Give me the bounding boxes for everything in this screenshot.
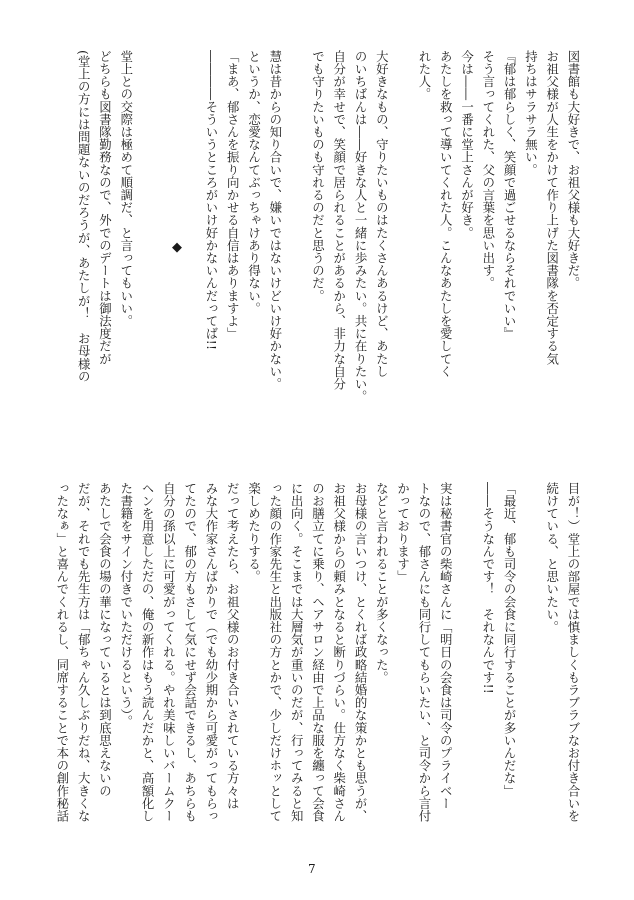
text-line: 持ちはサラサラ無い。 [523, 50, 539, 176]
text-line: そう言ってくれた、父の言葉を思い出す。 [480, 50, 496, 290]
text-line: 続けている、と思いたい。 [544, 482, 560, 634]
text-line: れた人。 [416, 50, 432, 101]
text-line: お母様の言いつけ、とくれば政略結婚的な策かとも思うが、 [353, 482, 369, 823]
text-line [456, 482, 477, 854]
text-line: でも守りたいものも守れるのだと思うのだ。 [310, 50, 326, 302]
text-line: あたしで会食の場の華になっているとは到底思えないの [97, 482, 113, 797]
page-number: 7 [308, 862, 316, 876]
text-line: どちらも図書隊勤務なので、外でのデートは御法度だが [97, 50, 113, 365]
text-line: などと言われることが多くなった。 [374, 482, 390, 684]
text-line: 大好きなもの、守りたいものはたくさんあるけど、あたし [374, 50, 390, 378]
text-line: のお膳立てに乗り、ヘアサロン経由で上品な服を纏って会食 [310, 482, 326, 823]
text-line: というか、恋愛なんてぶっちゃけあり得ない。 [246, 50, 262, 315]
text-line: だって考えたら、お祖父様のお付き合いされている方々は [225, 482, 241, 810]
text-line: 今は――一番に堂上さんが好き。 [459, 50, 475, 239]
text-line [179, 50, 200, 430]
text-line: った顔の作家先生と出版社の方とかで、少しだけホッとして [267, 482, 283, 823]
text-block-bottom [24, 482, 584, 854]
text-line [520, 482, 541, 854]
text-line: トなので、郁さんにも同行してもらいたい、と司令から言付 [416, 482, 432, 823]
text-line: お祖父様からの頼みとなると断りづらい。仕方なく柴崎さん [331, 482, 347, 823]
text-line: ったなぁ」と喜んでくれるし、同席することで本の創作秘話 [54, 482, 70, 823]
text-line: ――そうなんです！ それなんです!! [480, 482, 496, 694]
text-line [137, 50, 158, 430]
text-line: 自分が幸せで、笑顔で居られることがあるから、非力な自分 [331, 50, 347, 391]
text-block-top [0, 50, 584, 430]
text-line: だが、それでも先生方は「郁ちゃん久しぶりだね、大きくな [76, 482, 92, 823]
text-line [392, 50, 413, 430]
text-line: 実は秘書官の柴崎さんに「明日の会食は司令のプライベー [438, 482, 454, 810]
text-line: あたしを救って導いてくれた人。こんなあたしを愛してく [438, 50, 454, 378]
text-line: 自分の孫以上に可愛がってくれる。やれ美味しいバームクー [161, 482, 177, 823]
text-line: (堂上の方には問題ないのだろうが、あたしが！ お母様の [76, 50, 92, 383]
text-line: のいちばんは――好きな人と一緒に歩みたい。共に在りたい。 [353, 50, 369, 403]
text-line: 「まあ、郁さんを振り向かせる自信はありますよ」 [225, 50, 241, 340]
text-line: た書籍をサイン付きでいただけるという）。 [118, 482, 134, 728]
text-line: 目が！）堂上の部屋では慎ましくもラブラブなお付き合いを [566, 482, 581, 823]
text-line: みな大作家さんばかりで（でも幼少期から可愛がってもらっ [203, 482, 219, 823]
text-line: ――――そういうところがいけ好かないんだってば!! [203, 50, 219, 351]
text-line: 『郁は郁らしく、笑顔で過ごせるならそれでいい』 [502, 50, 518, 340]
text-line: かっております」 [395, 482, 411, 583]
text-line: ヘンを用意しただの、俺の新作はもう読んだかと、高額化し [140, 482, 156, 823]
text-line: お祖父様が人生をかけて作り上げた図書隊を否定する気 [544, 50, 560, 365]
text-line: 慧は昔からの知り合いで、嫌いではないけどいけ好かない。 [267, 50, 283, 391]
text-line: 「最近、郁も司令の会食に同行することが多いんだな」 [502, 482, 518, 797]
text-line: 堂上との交際は極めて順調だ、と言ってもいい。 [118, 50, 134, 328]
section-ornament: ◆ [172, 240, 182, 255]
text-line: 楽しめたりする。 [246, 482, 262, 583]
text-line: てたので、郁の方もさして気にせず会話できるし、あちらも [182, 482, 198, 823]
text-line [286, 50, 307, 430]
text-line: 図書館も大好きで、お祖父様も大好きだ。 [566, 50, 581, 290]
text-line: に出向く。そこまでは大層気が重いのだが、行ってみると知 [289, 482, 305, 823]
